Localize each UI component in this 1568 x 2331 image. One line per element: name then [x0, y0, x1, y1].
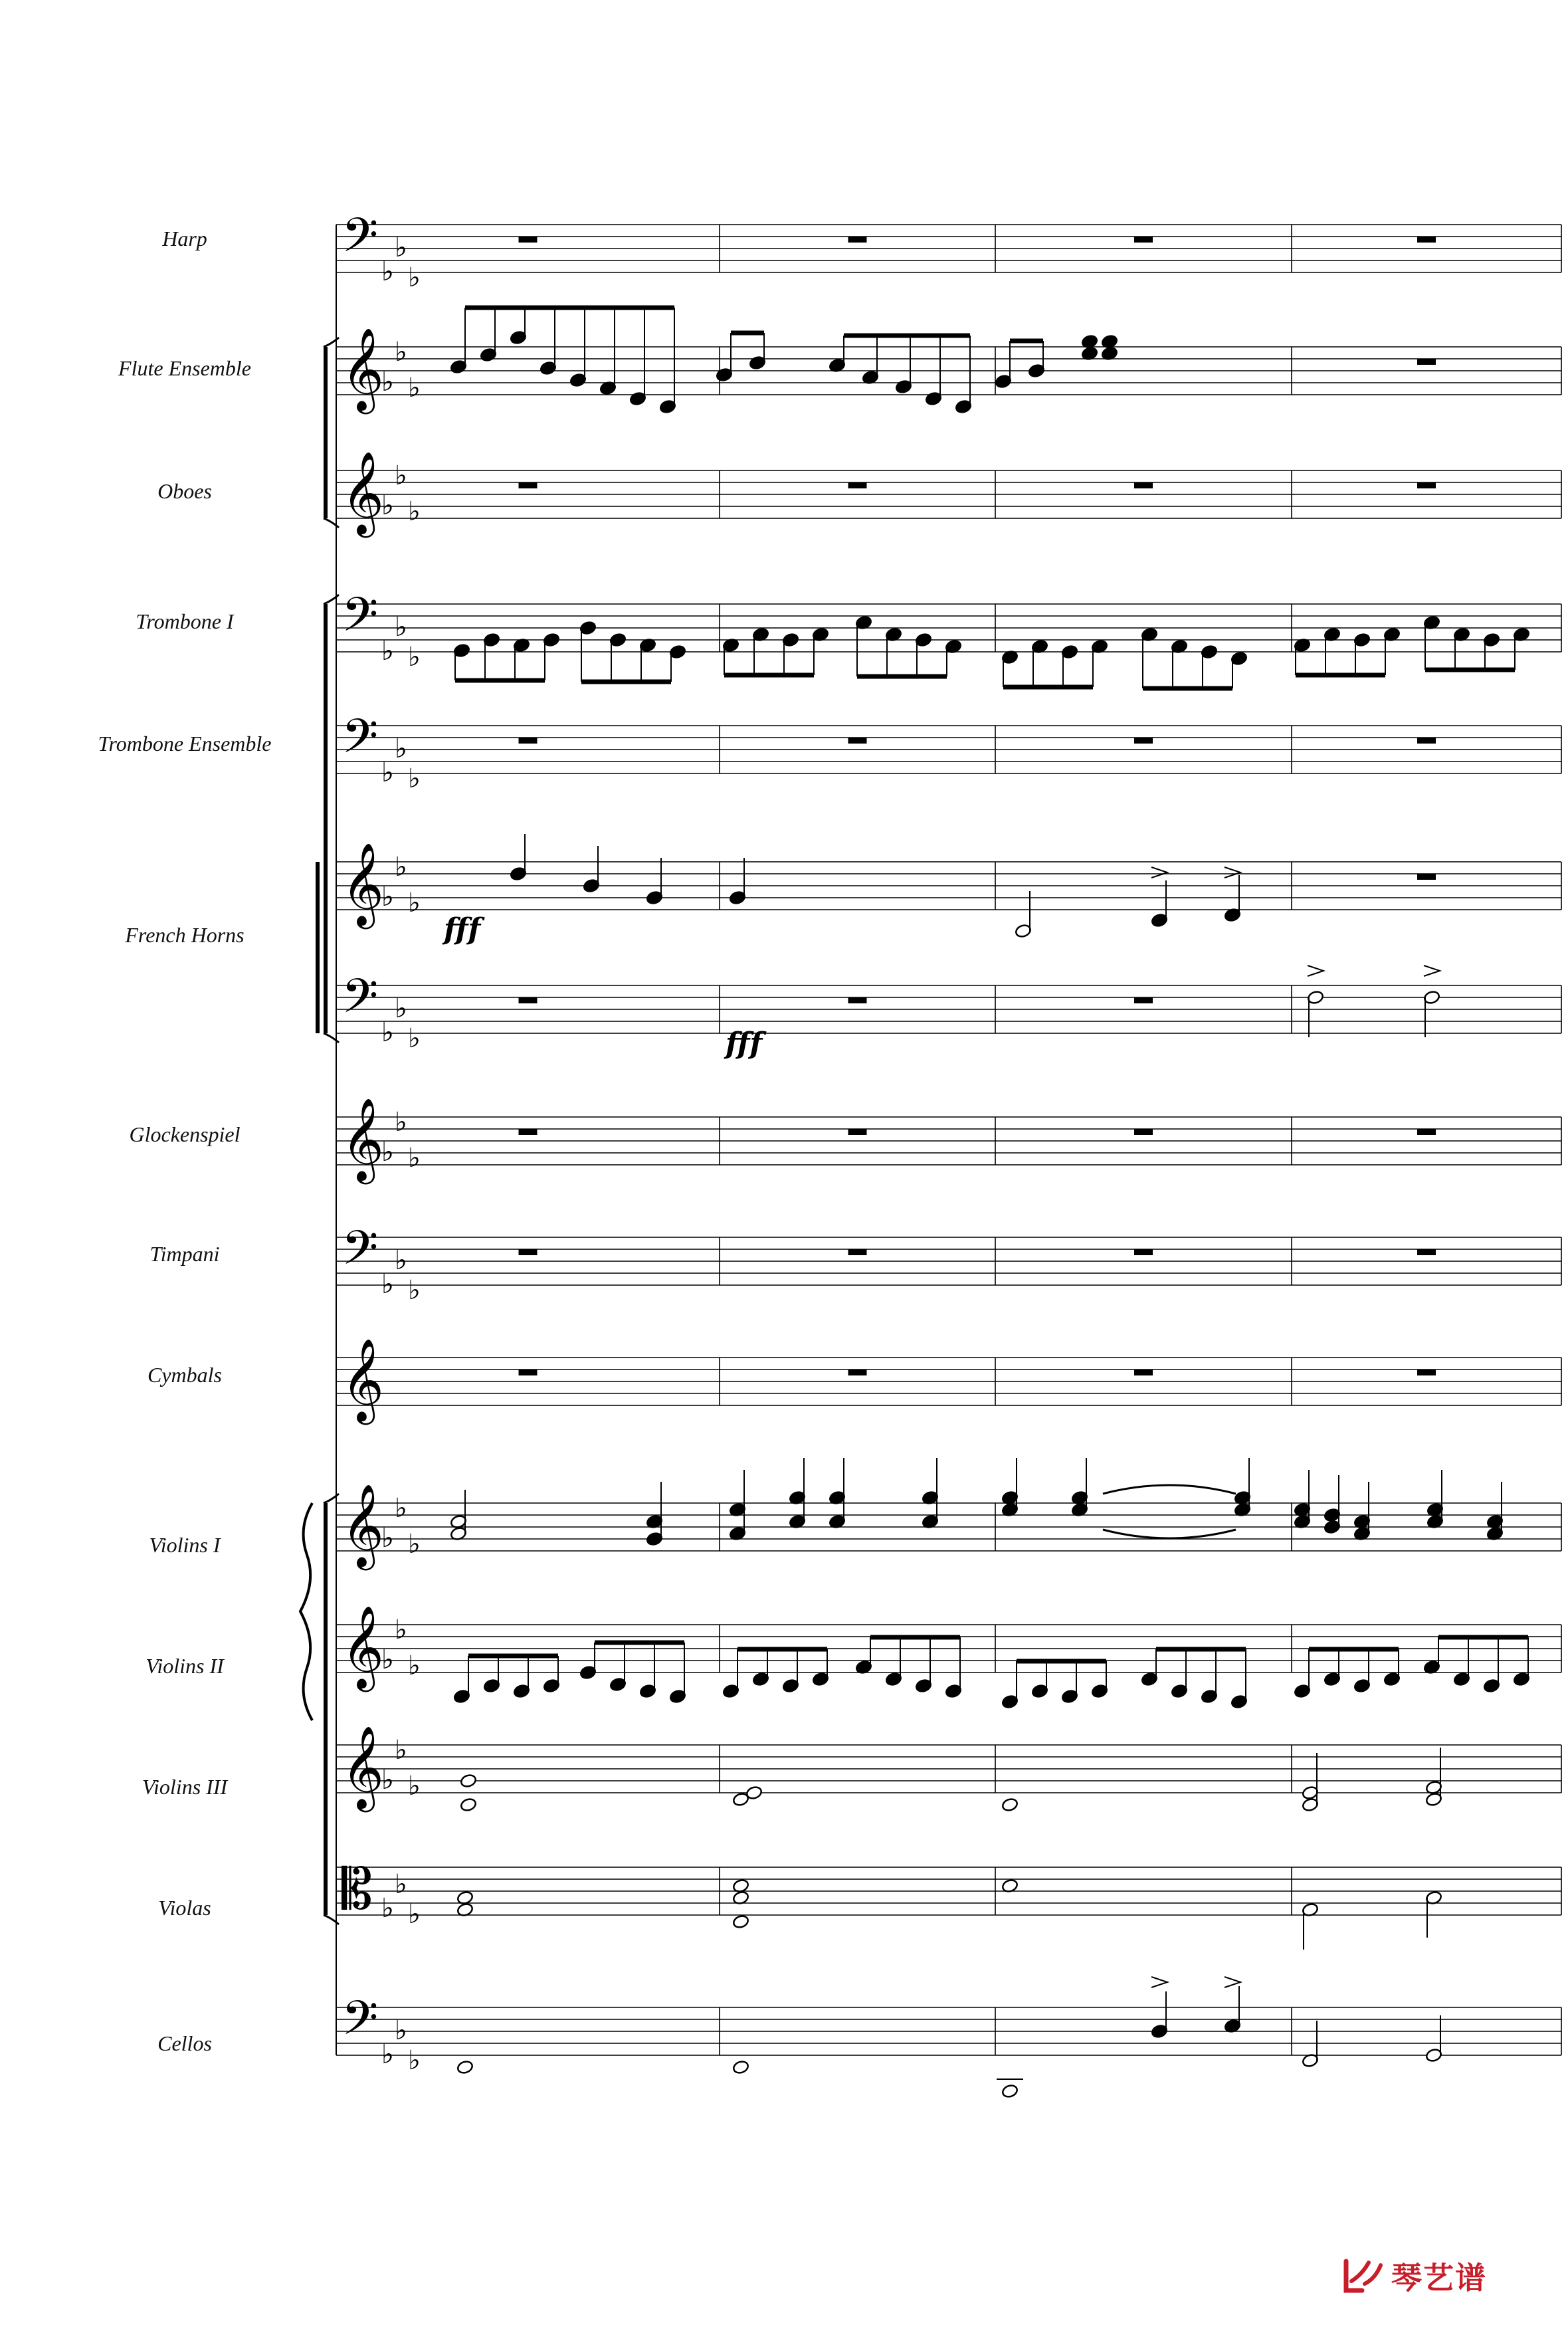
whole-rest-icon	[1134, 738, 1153, 744]
staff	[336, 843, 1561, 929]
tie-icon	[1103, 1530, 1236, 1538]
staff	[336, 1221, 1561, 1306]
flat-icon: ♭	[395, 1735, 407, 1766]
flat-icon: ♭	[395, 2015, 407, 2046]
flat-icon: ♭	[408, 1651, 421, 1681]
whole-rest-icon	[1417, 738, 1436, 744]
whole-rest-icon	[1417, 1249, 1436, 1255]
whole-rest-icon	[519, 1129, 538, 1135]
flat-icon: ♭	[395, 1245, 407, 1276]
instrument-label: Oboes	[157, 479, 212, 503]
whole-rest-icon	[1417, 237, 1436, 243]
staff	[336, 1484, 1561, 1570]
staff	[336, 1857, 1561, 1930]
whole-rest-icon	[848, 738, 867, 744]
whole-rest-icon	[1417, 1369, 1436, 1375]
dynamic-marking: fff	[726, 1027, 763, 1061]
flat-icon: ♭	[395, 233, 407, 263]
treble-clef-icon: 𝄞	[342, 1484, 384, 1567]
whole-note	[732, 2060, 749, 2075]
whole-rest-icon	[519, 237, 538, 243]
accent-icon	[1424, 965, 1440, 976]
staff	[336, 1726, 1561, 1812]
flat-icon: ♭	[381, 2039, 394, 2070]
staff	[336, 709, 1561, 794]
treble-clef-icon: 𝄞	[342, 843, 384, 926]
whole-note	[732, 1914, 749, 1930]
watermark-text: 琴艺谱	[1391, 2260, 1487, 2296]
instrument-label: Trombone I	[136, 609, 234, 633]
alto-clef-icon: 𝄡	[342, 1857, 373, 1922]
whole-note	[460, 1774, 477, 1789]
flat-icon: ♭	[408, 1275, 421, 1306]
whole-note	[1001, 1797, 1019, 1813]
flat-icon: ♭	[395, 460, 407, 491]
flat-icon: ♭	[381, 1269, 394, 1300]
flat-icon: ♭	[395, 734, 407, 764]
whole-rest-icon	[1417, 359, 1436, 365]
staff	[336, 1098, 1561, 1184]
flat-icon: ♭	[381, 256, 394, 287]
accent-icon	[1151, 1977, 1167, 1987]
flat-icon: ♭	[381, 636, 394, 666]
flat-icon: ♭	[381, 490, 394, 521]
instrument-label: Cellos	[157, 2031, 212, 2055]
whole-rest-icon	[1417, 1129, 1436, 1135]
whole-rest-icon	[519, 738, 538, 744]
treble-clef-icon: 𝄞	[342, 1726, 384, 1809]
whole-rest-icon	[848, 237, 867, 243]
flat-icon: ♭	[395, 1869, 407, 1900]
flat-icon: ♭	[381, 758, 394, 788]
whole-rest-icon	[1134, 482, 1153, 488]
flat-icon: ♭	[408, 642, 421, 672]
staff	[336, 969, 1561, 1054]
flat-icon: ♭	[395, 1107, 407, 1138]
accent-icon	[1225, 1977, 1240, 1987]
staff	[336, 1991, 1561, 2076]
staff	[336, 208, 1561, 293]
instrument-label: Trombone Ensemble	[98, 732, 272, 756]
flat-icon: ♭	[395, 337, 407, 367]
tie-icon	[1103, 1485, 1236, 1494]
instrument-label: Timpani	[149, 1242, 220, 1266]
instrument-label: Violins II	[146, 1654, 224, 1678]
flat-icon: ♭	[395, 993, 407, 1024]
instrument-label: French Horns	[125, 923, 245, 947]
bass-clef-icon: 𝄢	[342, 208, 379, 274]
flat-icon: ♭	[408, 2045, 421, 2076]
whole-note	[456, 2060, 474, 2075]
flat-icon: ♭	[395, 612, 407, 643]
music-note-logo-icon	[1342, 2255, 1385, 2297]
treble-clef-icon: 𝄞	[342, 451, 384, 534]
whole-rest-icon	[1417, 482, 1436, 488]
flat-icon: ♭	[395, 852, 407, 882]
whole-rest-icon	[848, 482, 867, 488]
whole-rest-icon	[1134, 1129, 1153, 1135]
treble-clef-icon: 𝄞	[342, 1338, 384, 1421]
staff	[336, 451, 1561, 538]
whole-rest-icon	[519, 1369, 538, 1375]
instrument-label: Cymbals	[147, 1363, 222, 1387]
flat-icon: ♭	[408, 1771, 421, 1801]
accent-icon	[1225, 867, 1240, 878]
bass-clef-icon: 𝄢	[342, 969, 379, 1035]
whole-rest-icon	[519, 997, 538, 1003]
flat-icon: ♭	[408, 1143, 421, 1173]
accent-icon	[1151, 867, 1167, 878]
flat-icon: ♭	[408, 262, 421, 293]
treble-clef-icon: 𝄞	[342, 1605, 384, 1688]
flat-icon: ♭	[408, 373, 421, 403]
flat-icon: ♭	[381, 1893, 394, 1924]
whole-note	[460, 1797, 477, 1813]
bass-clef-icon: 𝄢	[342, 587, 379, 654]
instrument-label: Violins III	[142, 1775, 228, 1799]
flat-icon: ♭	[395, 1615, 407, 1645]
instrument-label: Violins I	[149, 1533, 221, 1557]
whole-rest-icon	[519, 1249, 538, 1255]
watermark-logo	[1342, 2246, 1541, 2306]
dynamic-marking: fff	[444, 912, 481, 946]
whole-rest-icon	[1134, 1249, 1153, 1255]
flat-icon: ♭	[408, 763, 421, 794]
whole-rest-icon	[848, 1369, 867, 1375]
bass-clef-icon: 𝄢	[342, 1991, 379, 2057]
flat-icon: ♭	[381, 1765, 394, 1795]
instrument-label: Flute Ensemble	[118, 356, 251, 380]
bass-clef-icon: 𝄢	[342, 709, 379, 775]
flat-icon: ♭	[381, 367, 394, 397]
flat-icon: ♭	[381, 1523, 394, 1554]
flat-icon: ♭	[381, 1017, 394, 1048]
whole-note	[1001, 2084, 1019, 2099]
flat-icon: ♭	[408, 1023, 421, 1054]
flat-icon: ♭	[408, 496, 421, 527]
bass-clef-icon: 𝄢	[342, 1221, 379, 1287]
flat-icon: ♭	[408, 888, 421, 918]
treble-clef-icon: 𝄞	[342, 328, 384, 411]
whole-rest-icon	[848, 1249, 867, 1255]
staff	[336, 1338, 1561, 1425]
whole-rest-icon	[1417, 874, 1436, 880]
whole-rest-icon	[1134, 1369, 1153, 1375]
whole-rest-icon	[848, 1129, 867, 1135]
violin-brace-icon	[300, 1503, 312, 1720]
flat-icon: ♭	[381, 1645, 394, 1675]
flat-icon: ♭	[408, 1899, 421, 1930]
flat-icon: ♭	[395, 1493, 407, 1524]
flat-icon: ♭	[408, 1529, 421, 1560]
accent-icon	[1308, 965, 1323, 976]
whole-rest-icon	[1134, 237, 1153, 243]
whole-rest-icon	[1134, 997, 1153, 1003]
treble-clef-icon: 𝄞	[342, 1098, 384, 1181]
whole-rest-icon	[519, 482, 538, 488]
instrument-label: Glockenspiel	[129, 1122, 241, 1146]
staff	[336, 587, 1561, 672]
flat-icon: ♭	[381, 1137, 394, 1167]
whole-rest-icon	[848, 997, 867, 1003]
instrument-label: Violas	[158, 1896, 211, 1920]
instrument-label: Harp	[162, 227, 207, 251]
flat-icon: ♭	[381, 882, 394, 912]
